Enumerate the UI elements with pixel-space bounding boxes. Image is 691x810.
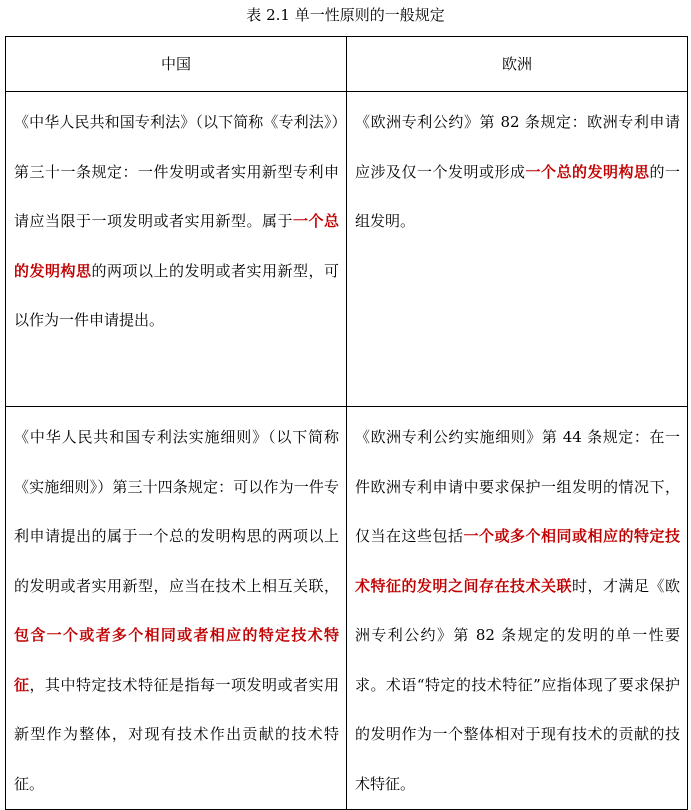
cell-europe-epc: [347, 92, 688, 407]
page-margin-mark: [687, 405, 688, 419]
cell-china-implementing-rules: [6, 407, 347, 810]
highlight-text: 一个或多个相同或相应的特定技术特征的发明之间存在技术关联: [355, 527, 680, 595]
text: 的一组发明。: [355, 162, 680, 230]
text: 《中华人民共和国专利法实施细则》（以下简称《实施细则》）第三十四条规定：可以作为一件专利申请提出的属于一个总的发明构思的两项以上的发明或者实用新型，应当在技术上相互关联，: [14, 428, 339, 595]
table-row: [6, 92, 688, 407]
text: ，其中特定技术特征是指每一项发明或者实用新型作为整体，对现有技术作出贡献的技术特征。: [14, 675, 339, 793]
unity-principle-table: [5, 36, 688, 810]
table-caption: 表 2.1 单一性原则的一般规定: [246, 6, 445, 24]
text: 的两项以上的发明或者实用新型，可以作为一件申请提出。: [14, 261, 339, 329]
table-header-row: [6, 37, 688, 92]
header-europe: 欧洲: [347, 37, 688, 92]
text: 《中华人民共和国专利法》（以下简称《专利法》）第三十一条规定：一件发明或者实用新型专利申请应当限于一项发明或者实用新型。属于: [14, 113, 339, 230]
text: 《欧洲专利公约》第 82 条规定：欧洲专利申请应涉及仅一个发明或形成: [355, 113, 680, 181]
header-china: 中国: [6, 37, 347, 92]
table-row: [6, 407, 688, 810]
cell-europe-implementing-rules: [347, 407, 688, 810]
text: 《欧洲专利公约实施细则》第 44 条规定：在一件欧洲专利申请中要求保护一组发明的情况下，仅当在这些包括: [355, 428, 680, 545]
text: 时，才满足《欧洲专利公约》第 82 条规定的发明的单一性要求。术语“特定的技术特征”应指体现了要求保护的发明作为一个整体相对于现有技术的贡献的技术特征。: [355, 576, 680, 793]
highlight-text: 一个总的发明构思: [14, 212, 339, 280]
highlight-text: 包含一个或者多个相同或者相应的特定技术特征: [14, 626, 339, 694]
cell-china-patent-law: [6, 92, 347, 407]
highlight-text: 一个总的发明构思: [525, 162, 650, 181]
